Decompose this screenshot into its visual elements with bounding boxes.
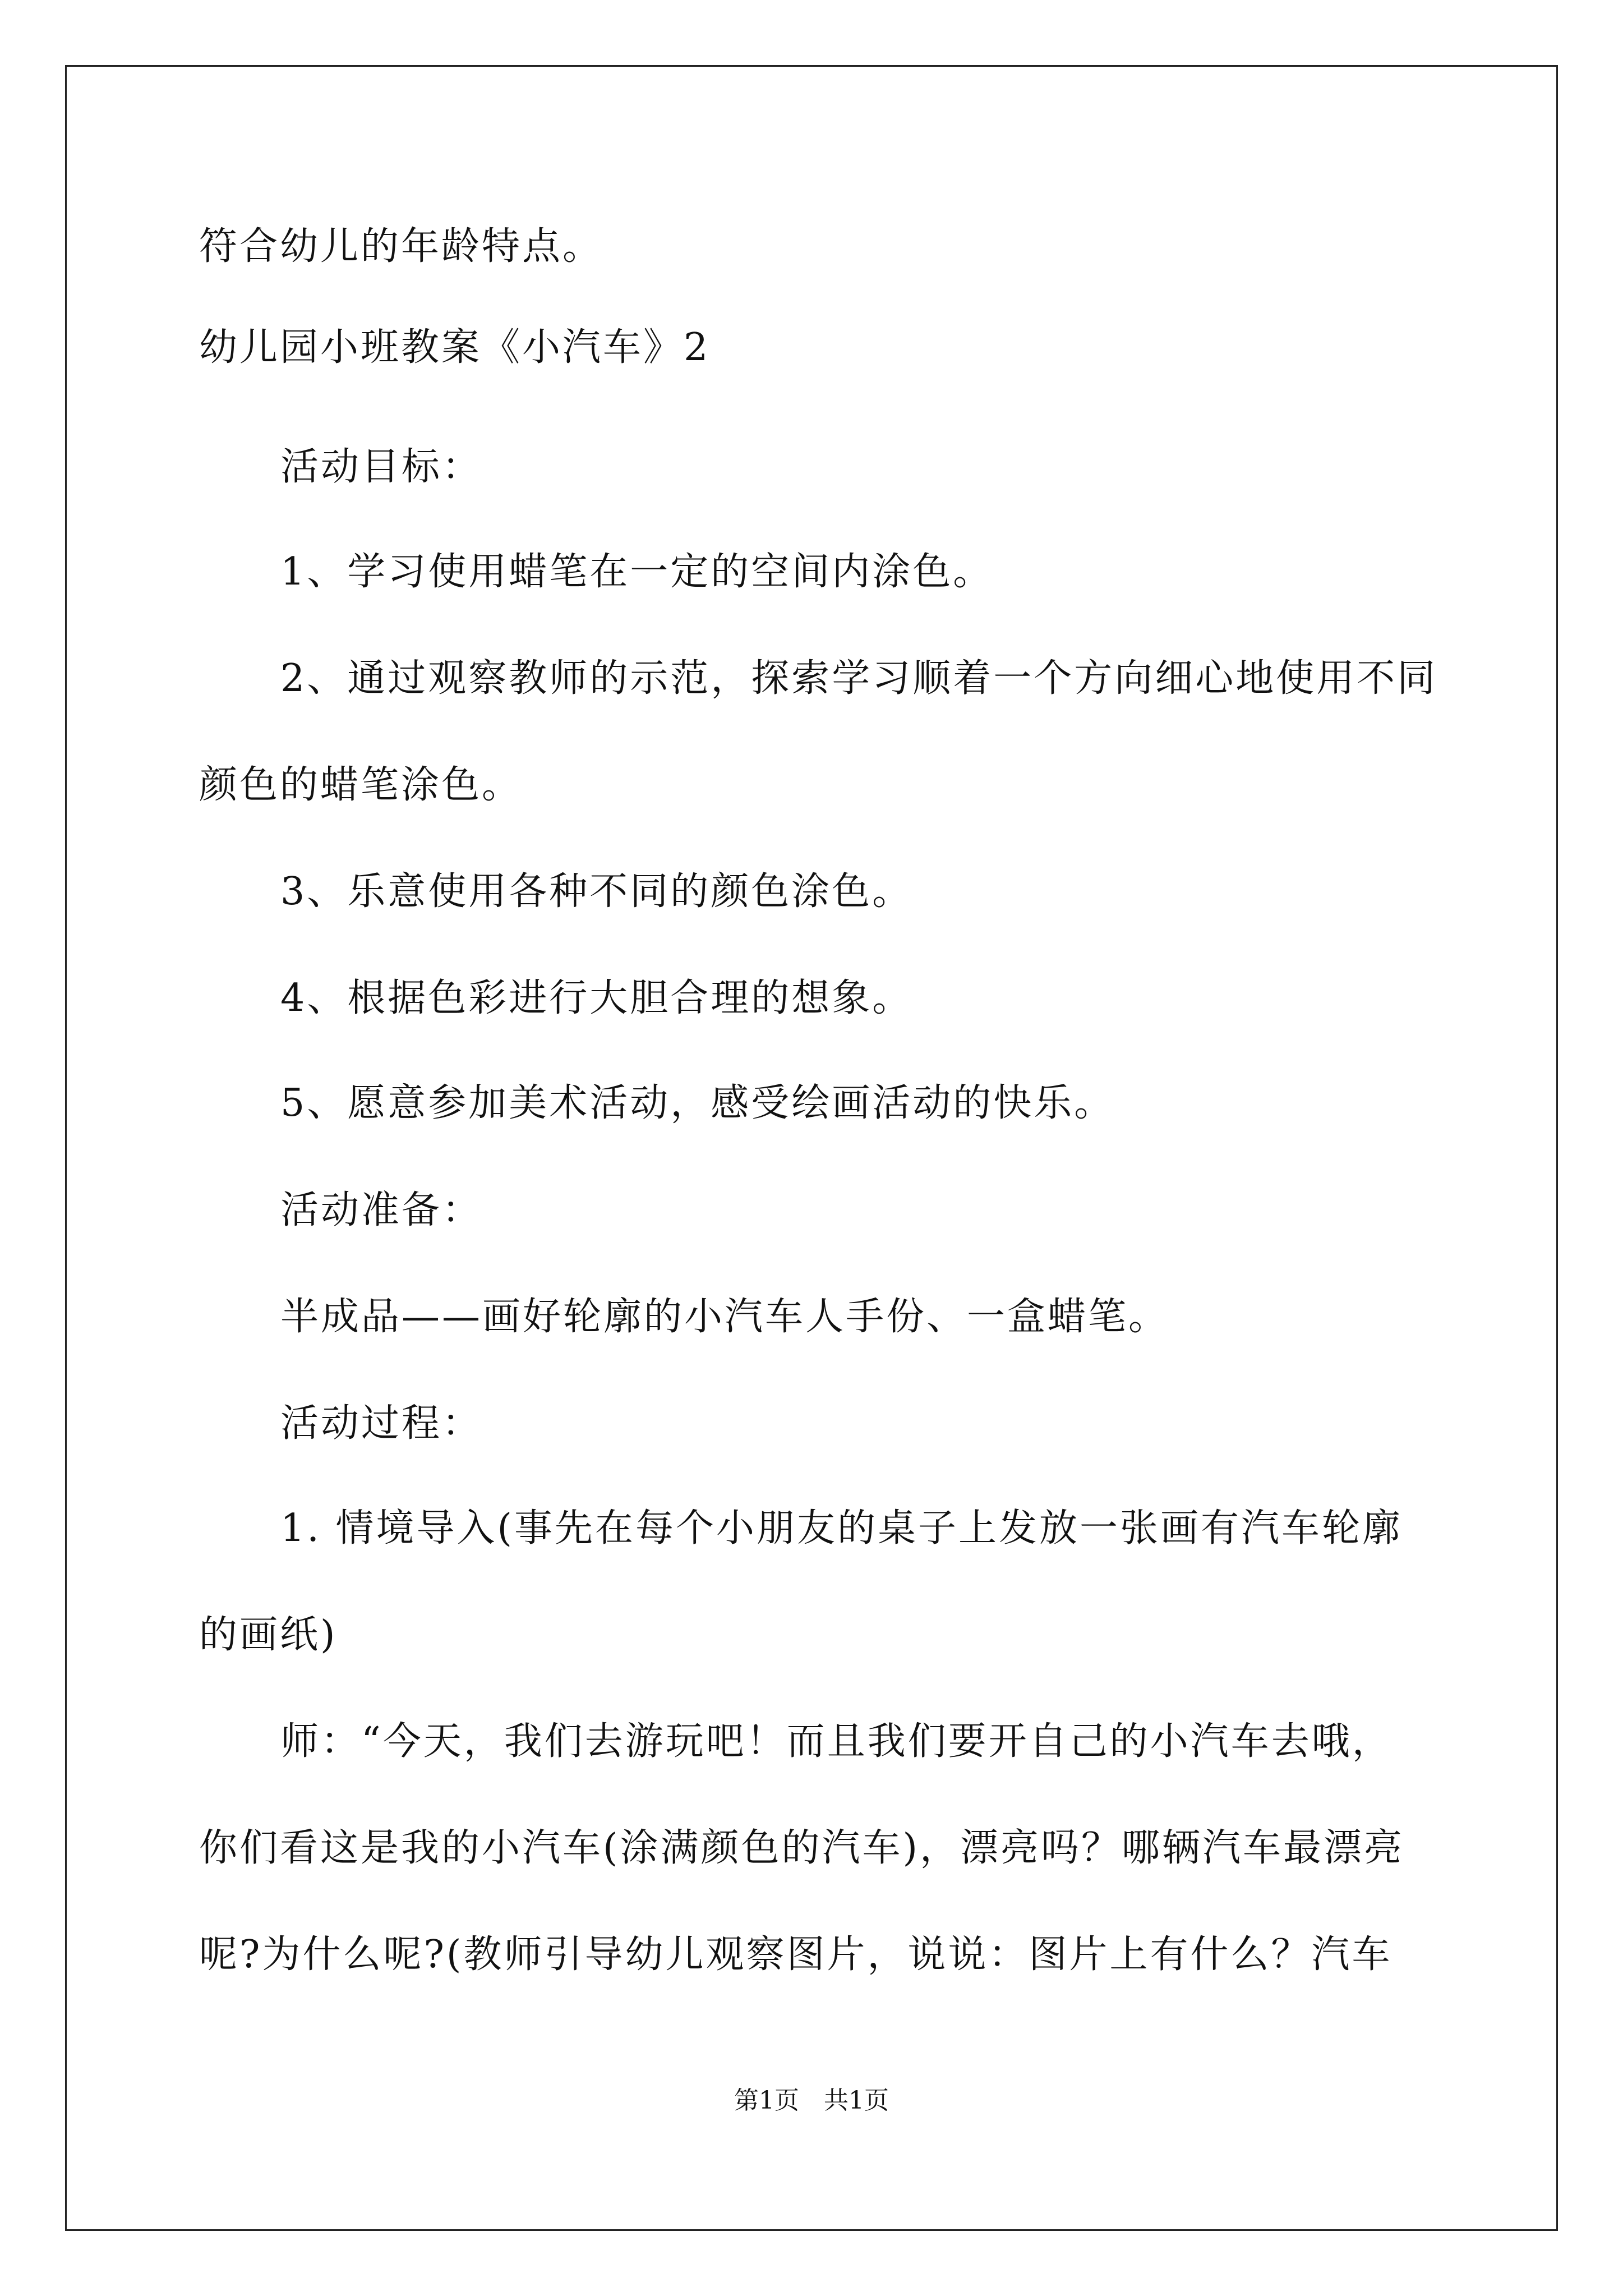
section-title: 幼儿园小班教案《小汽车》2 bbox=[199, 325, 711, 370]
heading-activity-prep: 活动准备： bbox=[280, 1188, 483, 1232]
goal-item-2-cont: 颜色的蜡笔涂色。 bbox=[199, 763, 523, 807]
teacher-speech-1: 师：“今天，我们去游玩吧！而且我们要开自己的小汽车去哦， bbox=[280, 1719, 1393, 1764]
process-step-1-cont: 的画纸) bbox=[199, 1613, 338, 1657]
page-footer: 第1页 共1页 bbox=[734, 2086, 889, 2115]
teacher-speech-2: 你们看这是我的小汽车(涂满颜色的汽车)，漂亮吗？哪辆汽车最漂亮 bbox=[199, 1826, 1405, 1870]
prep-text: 半成品——画好轮廓的小汽车人手份、一盒蜡笔。 bbox=[280, 1295, 1169, 1339]
process-step-1: 1. 情境导入(事先在每个小朋友的桌子上发放一张画有汽车轮廓 bbox=[280, 1506, 1403, 1550]
page-border bbox=[65, 65, 1558, 2231]
heading-activity-goals: 活动目标： bbox=[280, 445, 483, 489]
goal-item-4: 4、根据色彩进行大胆合理的想象。 bbox=[280, 976, 913, 1020]
goal-item-3: 3、乐意使用各种不同的颜色涂色。 bbox=[280, 869, 913, 914]
goal-item-5: 5、愿意参加美术活动，感受绘画活动的快乐。 bbox=[280, 1081, 1115, 1125]
goal-item-2: 2、通过观察教师的示范，探索学习顺着一个方向细心地使用不同 bbox=[280, 656, 1438, 701]
goal-item-1: 1、学习使用蜡笔在一定的空间内涂色。 bbox=[280, 550, 994, 594]
text-line-1: 符合幼儿的年龄特点。 bbox=[199, 224, 603, 269]
teacher-speech-3: 呢?为什么呢?(教师引导幼儿观察图片，说说：图片上有什么？汽车 bbox=[199, 1932, 1393, 1977]
heading-activity-process: 活动过程： bbox=[280, 1401, 483, 1446]
